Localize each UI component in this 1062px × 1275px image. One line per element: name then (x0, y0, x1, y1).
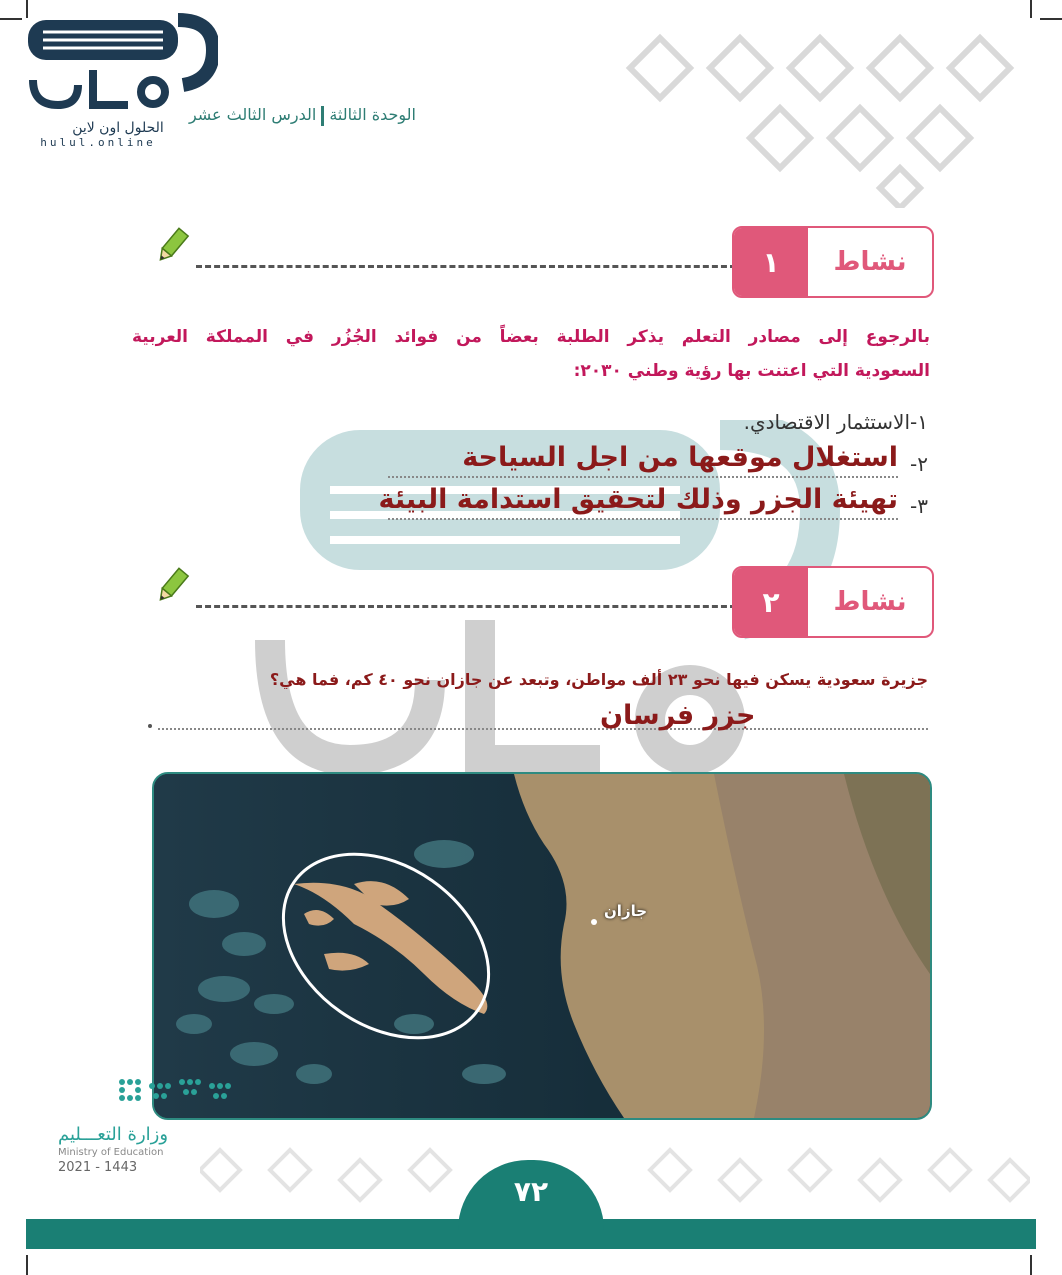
ministry-name-en: Ministry of Education (58, 1147, 164, 1158)
map-image (154, 774, 930, 1118)
activity-1-prompt (132, 320, 930, 388)
answer-text: استغلال موقعها من اجل السياحة (462, 442, 898, 473)
activity-2-answer: جزر فرسان (600, 700, 756, 731)
activity-2-question: جزيرة سعودية يسكن فيها نحو ٢٣ ألف مواطن، وتبعد عن جازان نحو ٤٠ كم، فما هي؟ (269, 670, 928, 689)
dashed-divider (196, 605, 736, 608)
edition-year: 2021 - 1443 (58, 1160, 138, 1175)
prompt-line-2: السعودية التي اعتنت بها رؤية وطني ٢٠٣٠: (573, 361, 930, 381)
answer-line (148, 712, 928, 732)
brand-logo[interactable] (18, 10, 218, 150)
item-prefix: ٣- (910, 494, 928, 518)
dashed-divider (196, 265, 736, 268)
lesson-title: الدرس الثالث عشر (188, 105, 317, 124)
activity-1-number: ١ (734, 228, 808, 296)
pencil-icon (152, 566, 192, 606)
list-item (378, 482, 928, 522)
map-label-jazan: جازان (604, 902, 648, 920)
item-prefix: ٢- (910, 452, 928, 476)
satellite-map (152, 772, 932, 1120)
unit-lesson-header (189, 105, 416, 126)
list-item: ١-الاستثمار الاقتصادي. (743, 410, 928, 434)
decorative-pattern (200, 1140, 1030, 1220)
ministry-name-ar: وزارة التعـــليم (58, 1124, 169, 1145)
list-item (388, 440, 928, 480)
unit-title: الوحدة الثالثة (329, 105, 416, 124)
logo-mark-icon (18, 10, 218, 110)
logo-subtitle: الحلول اون لاين (72, 120, 164, 136)
decorative-pattern (600, 18, 1040, 208)
page-number: ٧٢ (458, 1160, 604, 1230)
activity-2-label: نشاط (833, 587, 907, 617)
logo-url: hulul.online (40, 136, 156, 149)
activity-1-label: نشاط (833, 247, 907, 277)
ministry-logo (58, 1124, 188, 1175)
activity-1-header (732, 226, 934, 298)
answer-line (388, 518, 898, 520)
pencil-icon (152, 226, 192, 266)
answer-text: تهيئة الجزر وذلك لتحقيق استدامة البيئة (378, 484, 898, 515)
prompt-line-1: بالرجوع إلى مصادر التعلم يذكر الطلبة بعضاً من فوائد الجُزُر في المملكة العربية (132, 327, 930, 347)
answer-line (388, 476, 898, 478)
vision-2030-icon (116, 1076, 236, 1116)
activity-2-number: ٢ (734, 568, 808, 636)
activity-2-header (732, 566, 934, 638)
